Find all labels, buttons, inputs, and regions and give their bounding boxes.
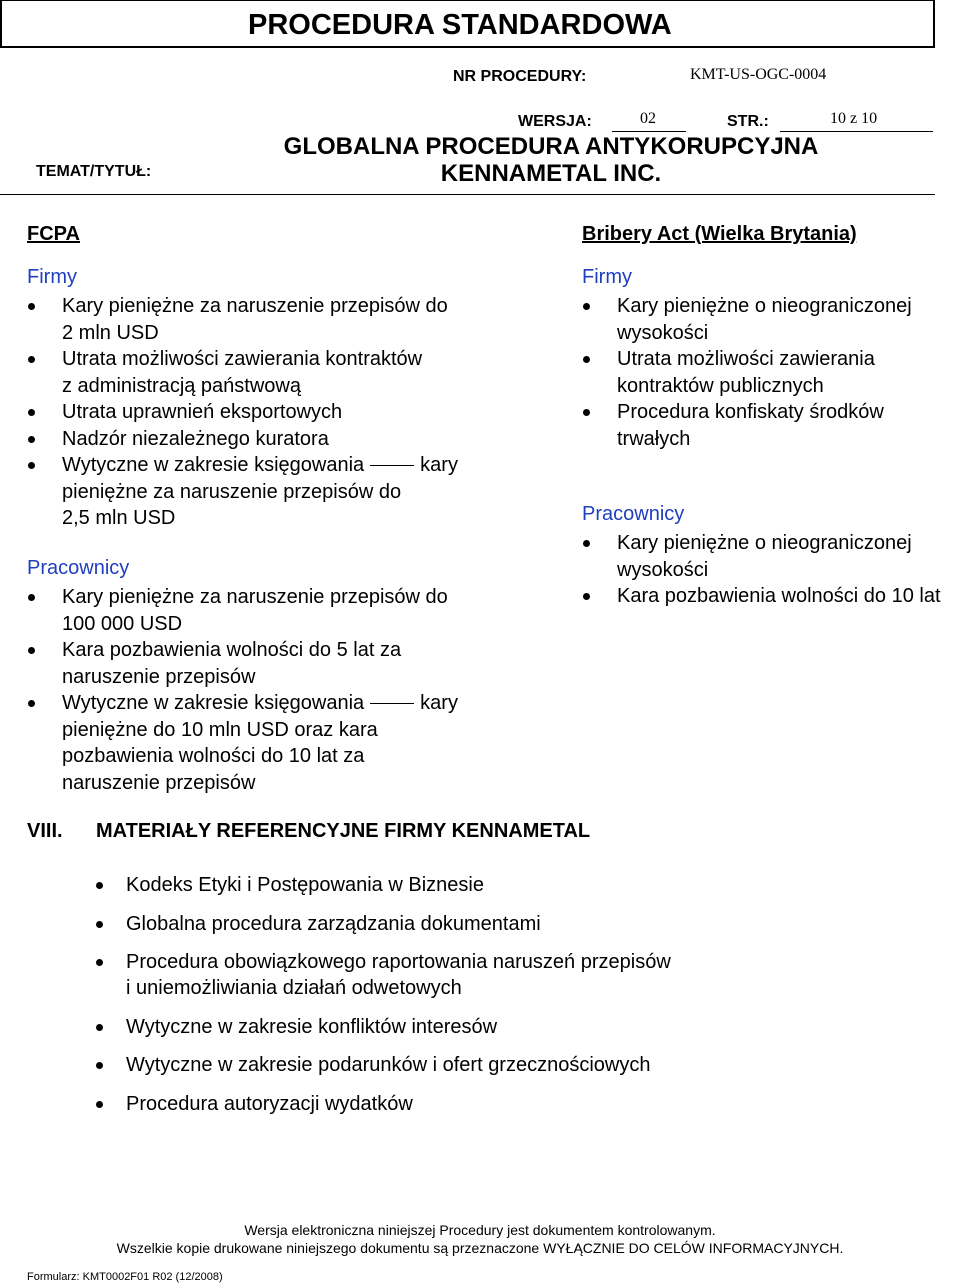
version-label: WERSJA: — [518, 113, 592, 130]
bribery-employees-list — [581, 530, 960, 610]
list-item-line — [617, 320, 960, 347]
list-item-text: 100 000 USD — [62, 612, 183, 635]
list-item — [26, 690, 546, 796]
list-item-text: Kara pozbawienia wolności do 10 lat — [617, 585, 941, 607]
list-item-text: 2,5 mln USD — [62, 507, 176, 529]
version-value: 02 — [640, 110, 656, 127]
list-item — [581, 293, 960, 346]
topic-title-line1: GLOBALNA PROCEDURA ANTYKORUPCYJNA — [283, 133, 819, 160]
list-item-text: Kary pieniężne o nieograniczonej — [617, 295, 912, 317]
list-item — [26, 293, 546, 346]
topic-label: TEMAT/TYTUŁ: — [36, 163, 152, 180]
list-item — [581, 583, 960, 610]
fcpa-employees-label: Pracownicy — [27, 557, 130, 579]
list-item-text: 2 mln USD — [62, 321, 159, 344]
list-item-line — [62, 584, 546, 611]
bullet-icon — [583, 356, 590, 363]
reference-materials-list — [96, 872, 896, 1129]
bribery-employees-label: Pracownicy — [582, 503, 685, 525]
list-item-line — [62, 637, 546, 664]
fcpa-companies-list — [26, 293, 546, 532]
list-item — [96, 911, 896, 937]
form-identifier: Formularz: KMT0002F01 R02 (12/2008) — [27, 1271, 223, 1283]
list-item-text: Utrata możliwości zawierania — [617, 348, 875, 370]
em-dash-rule — [370, 465, 414, 466]
list-item — [26, 346, 546, 399]
bullet-icon — [28, 303, 35, 310]
list-item-text: Procedura obowiązkowego raportowania naruszeń przepisów — [126, 951, 671, 973]
list-item-line — [62, 373, 546, 400]
bullet-icon — [96, 921, 103, 928]
list-item — [581, 399, 960, 452]
list-item-line — [617, 583, 960, 610]
list-item — [96, 1052, 896, 1078]
bullet-icon — [583, 409, 590, 416]
list-item-text: Wytyczne w zakresie księgowania — [62, 692, 365, 714]
list-item-text: kary — [420, 454, 458, 476]
list-item-text: Globalna procedura zarządzania dokumentami — [126, 912, 541, 935]
bullet-icon — [96, 1101, 103, 1108]
page-label: STR.: — [727, 113, 769, 130]
bullet-icon — [28, 462, 35, 469]
list-item-line — [62, 743, 546, 770]
list-item-text: naruszenie przepisów — [62, 771, 256, 794]
list-item — [581, 346, 960, 399]
list-item — [26, 399, 546, 426]
list-item-text: Kary pieniężne o nieograniczonej — [617, 532, 912, 554]
bullet-icon — [28, 356, 35, 363]
bullet-icon — [96, 959, 103, 966]
list-item — [96, 1091, 896, 1117]
em-dash-rule — [370, 703, 414, 704]
section-viii-title: MATERIAŁY REFERENCYJNE FIRMY KENNAMETAL — [96, 820, 591, 842]
list-item-text: pieniężne za naruszenie przepisów do — [62, 480, 402, 503]
fcpa-companies-label: Firmy — [27, 266, 77, 288]
list-item-line — [617, 293, 960, 320]
list-item-line — [62, 770, 546, 797]
bullet-icon — [28, 594, 35, 601]
bullet-icon — [583, 303, 590, 310]
list-item-line — [62, 717, 546, 744]
list-item-line — [617, 426, 960, 453]
list-item-text: Kary pieniężne za naruszenie przepisów do — [62, 586, 448, 608]
list-item-text: Nadzór niezależnego kuratora — [62, 427, 329, 450]
list-item-line — [62, 505, 546, 532]
list-item — [26, 426, 546, 453]
procedure-number-value: KMT-US-OGC-0004 — [690, 66, 827, 83]
bullet-icon — [96, 1024, 103, 1031]
list-item-line — [62, 611, 546, 638]
bribery-companies-label: Firmy — [582, 266, 632, 288]
list-item-text: Utrata możliwości zawierania kontraktów — [62, 348, 423, 370]
list-item — [96, 1014, 896, 1040]
list-item-line — [617, 373, 960, 400]
list-item-line — [617, 346, 960, 373]
list-item-line — [126, 1052, 896, 1078]
list-item-text: Wytyczne w zakresie konfliktów interesów — [126, 1015, 498, 1038]
document-title: PROCEDURA STANDARDOWA — [248, 9, 672, 41]
bullet-icon — [583, 540, 590, 547]
list-item-line — [62, 479, 546, 506]
bribery-act-heading: Bribery Act (Wielka Brytania) — [582, 223, 857, 245]
footer-informational-notice: Wszelkie kopie drukowane niniejszego dokumentu są przeznaczone WYŁĄCZNIE DO CELÓW INFORMACYJNYCH. — [116, 1240, 844, 1256]
list-item-text: Wytyczne w zakresie księgowania — [62, 454, 365, 476]
list-item-text: Wytyczne w zakresie podarunków i ofert grzecznościowych — [126, 1054, 651, 1076]
page-value: 10 z 10 — [830, 110, 878, 127]
procedure-number-label: NR PROCEDURY: — [453, 68, 587, 85]
bullet-icon — [28, 700, 35, 707]
list-item — [26, 637, 546, 690]
list-item — [26, 584, 546, 637]
bullet-icon — [28, 409, 35, 416]
bullet-icon — [28, 647, 35, 654]
list-item-text: Kodeks Etyki i Postępowania w Biznesie — [126, 874, 484, 896]
list-item-text: z administracją państwową — [62, 374, 301, 397]
list-item-text: Kary pieniężne za naruszenie przepisów do — [62, 295, 448, 317]
list-item-text: Procedura autoryzacji wydatków — [126, 1092, 413, 1115]
list-item-text: kary — [420, 692, 458, 714]
list-item-line — [617, 557, 960, 584]
list-item — [96, 872, 896, 898]
list-item-text: Utrata uprawnień eksportowych — [62, 401, 343, 423]
bullet-icon — [28, 436, 35, 443]
list-item-text: Kara pozbawienia wolności do 5 lat za — [62, 639, 402, 661]
list-item-line — [62, 346, 546, 373]
list-item-text: naruszenie przepisów — [62, 665, 256, 688]
list-item-line — [126, 1091, 896, 1117]
list-item-line — [62, 452, 546, 479]
bribery-companies-list — [581, 293, 960, 452]
fcpa-employees-list — [26, 584, 546, 796]
list-item-line — [62, 664, 546, 691]
list-item-line — [617, 399, 960, 426]
list-item-line — [126, 872, 896, 898]
list-item — [581, 530, 960, 583]
list-item-line — [126, 975, 896, 1001]
list-item-line — [62, 399, 546, 426]
list-item-text: trwałych — [617, 427, 691, 450]
list-item-line — [62, 690, 546, 717]
list-item-text: kontraktów publicznych — [617, 374, 824, 397]
bullet-icon — [96, 1062, 103, 1069]
list-item-line — [617, 530, 960, 557]
list-item-text: Procedura konfiskaty środków — [617, 401, 884, 423]
list-item-text: wysokości — [617, 558, 709, 581]
list-item — [96, 949, 896, 1001]
list-item-line — [62, 293, 546, 320]
list-item-line — [126, 911, 896, 937]
list-item-line — [62, 426, 546, 453]
list-item-text: pozbawienia wolności do 10 lat za — [62, 745, 365, 767]
footer-controlled-notice: Wersja elektroniczna niniejszej Procedury jest dokumentem kontrolowanym. — [244, 1222, 716, 1238]
list-item-line — [126, 949, 896, 975]
section-viii-number: VIII. — [27, 820, 63, 842]
bullet-icon — [583, 593, 590, 600]
list-item-text: i uniemożliwiania działań odwetowych — [126, 977, 462, 999]
topic-title — [230, 133, 872, 187]
fcpa-heading: FCPA — [27, 223, 80, 245]
list-item-line — [62, 320, 546, 347]
list-item-line — [126, 1014, 896, 1040]
list-item — [26, 452, 546, 532]
topic-title-line2: KENNAMETAL INC. — [440, 160, 662, 187]
list-item-text: pieniężne do 10 mln USD oraz kara — [62, 718, 378, 741]
bullet-icon — [96, 882, 103, 889]
list-item-text: wysokości — [617, 321, 709, 344]
